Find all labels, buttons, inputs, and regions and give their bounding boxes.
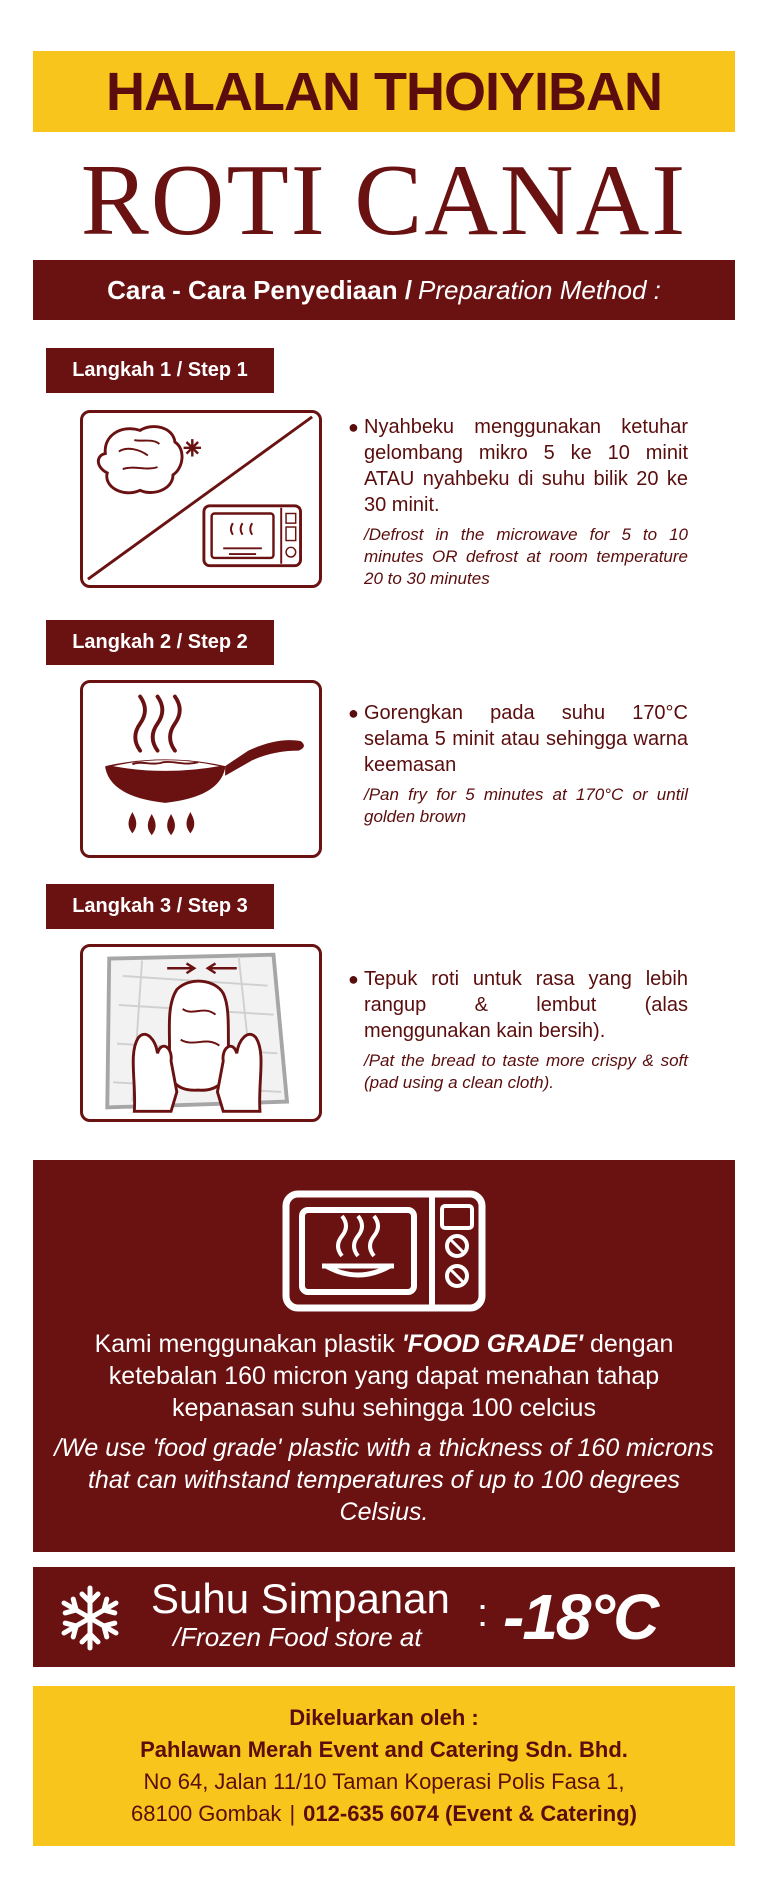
defrost-microwave-icon bbox=[80, 410, 322, 588]
storage-subtitle: /Frozen Food store at bbox=[173, 1622, 422, 1652]
plastic-text-emph: 'FOOD GRADE' bbox=[401, 1330, 584, 1358]
step-3-label: Langkah 3 / Step 3 bbox=[46, 884, 274, 929]
step-2-label: Langkah 2 / Step 2 bbox=[46, 620, 274, 665]
step-3-text bbox=[348, 966, 688, 1094]
step-1-text bbox=[348, 414, 688, 590]
step-1-sub: /Defrost in the microwave for 5 to 10 minutes OR defrost at room temperature 20 to 30 minutes bbox=[364, 525, 688, 588]
storage-temperature-box bbox=[33, 1567, 735, 1667]
method-title-english: Preparation Method : bbox=[418, 274, 661, 305]
product-title: ROTI CANAI bbox=[80, 144, 688, 257]
bullet-icon: ● bbox=[348, 703, 359, 723]
halal-banner bbox=[33, 51, 735, 132]
step-1-label: Langkah 1 / Step 1 bbox=[46, 348, 274, 393]
step-2-main: Gorengkan pada suhu 170°C selama 5 minit atau sehingga warna keemasan bbox=[364, 702, 688, 776]
plastic-text-a: Kami menggunakan plastik bbox=[94, 1330, 402, 1358]
bullet-icon: ● bbox=[348, 969, 359, 989]
step-3-main: Tepuk roti untuk rasa yang lebih rangup & lembut (alas menggunakan kain bersih). bbox=[364, 968, 688, 1042]
company-name: Pahlawan Merah Event and Catering Sdn. Bhd. bbox=[140, 1737, 628, 1762]
microwave-icon bbox=[282, 1190, 486, 1312]
company-address: No 64, Jalan 11/10 Taman Koperasi Polis Fasa 1, bbox=[143, 1769, 625, 1794]
storage-temperature: -18°C bbox=[503, 1581, 658, 1653]
plastic-info-english: /We use 'food grade' plastic with a thickness of 160 microns that can withstand temperatures of up to 100 degrees Celsius. bbox=[54, 1434, 714, 1526]
postcode-phone-line bbox=[33, 1798, 735, 1830]
postcode: 68100 Gombak bbox=[131, 1801, 282, 1826]
bullet-icon: ● bbox=[348, 417, 359, 437]
snowflake-icon bbox=[57, 1585, 123, 1651]
plastic-info-malay bbox=[53, 1328, 715, 1424]
separator: | bbox=[289, 1801, 296, 1826]
food-grade-plastic-box bbox=[33, 1160, 735, 1552]
preparation-method-bar bbox=[33, 260, 735, 320]
step-3-sub: /Pat the bread to taste more crispy & soft (pad using a clean cloth). bbox=[364, 1051, 688, 1092]
issuer-footer bbox=[33, 1686, 735, 1846]
halal-banner-text: HALALAN THOIYIBAN bbox=[106, 61, 662, 122]
hands-pat-icon bbox=[80, 944, 322, 1122]
method-title-malay: Cara - Cara Penyediaan / bbox=[107, 274, 413, 305]
plastic-text-b: dengan ketebalan 160 micron yang dapat menahan tahap kepanasan suhu sehingga 100 celcius bbox=[108, 1330, 674, 1422]
step-2-sub: /Pan fry for 5 minutes at 170°C or until golden brown bbox=[364, 785, 688, 826]
phone-number: 012-635 6074 (Event & Catering) bbox=[303, 1801, 637, 1826]
issued-by-label: Dikeluarkan oleh : bbox=[289, 1705, 479, 1730]
step-1-main: Nyahbeku menggunakan ketuhar gelombang mikro 5 ke 10 minit ATAU nyahbeku di suhu bilik 20 ke 30 minit. bbox=[364, 416, 688, 516]
storage-colon: : bbox=[477, 1591, 489, 1635]
frying-pan-icon bbox=[80, 680, 322, 858]
storage-title: Suhu Simpanan bbox=[151, 1575, 450, 1622]
step-2-text bbox=[348, 700, 688, 828]
